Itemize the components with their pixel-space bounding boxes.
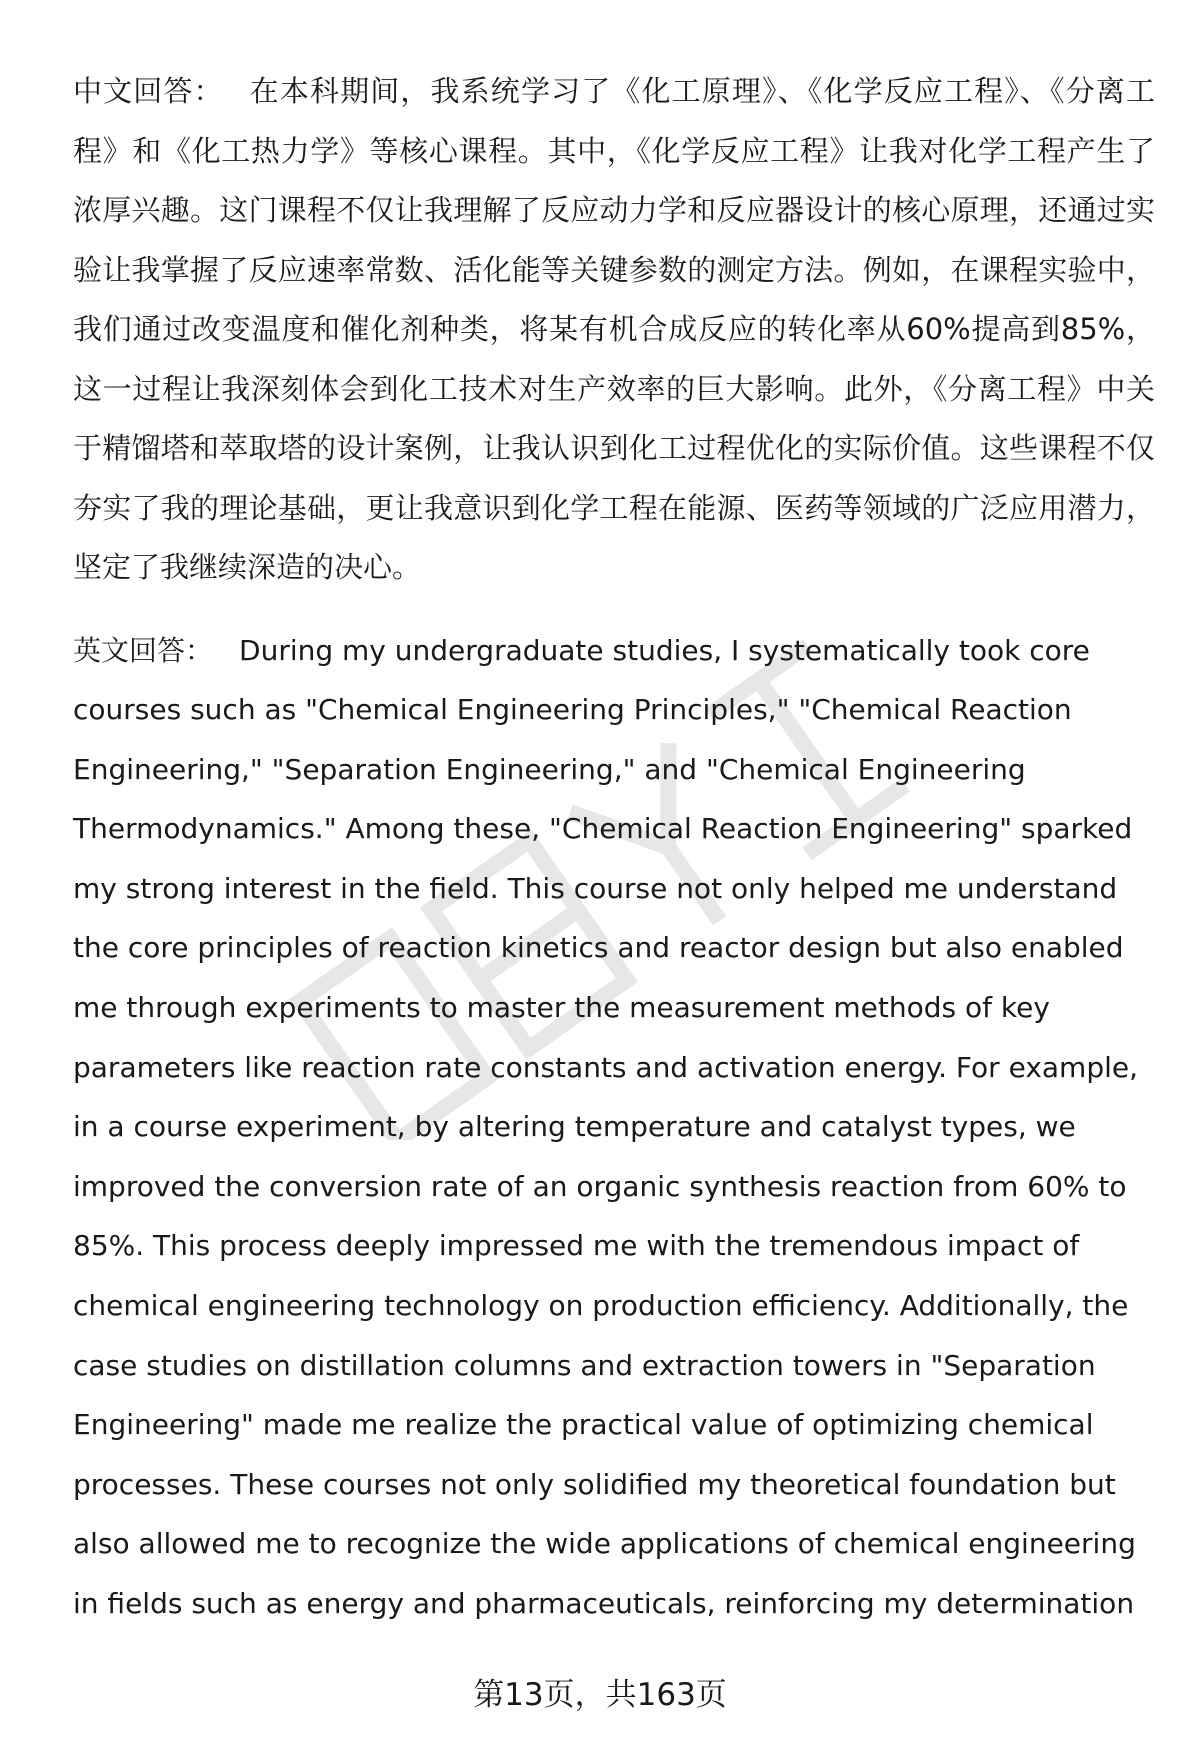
chinese-answer-text: 在本科期间，我系统学习了《化工原理》、《化学反应工程》、《分离工程》和《化工热力学》等核心课程。其中，《化学反应工程》让我对化学工程产生了浓厚兴趣。这门课程不仅让我理解了反应动力学和反应器设计的核心原理，还通过实验让我掌握了反应速率常数、活化能等关键参数的测定方法。例如，在课程实验中，我们通过改变温度和催化剂种类，将某有机合成反应的转化率从60%提高到85%，这一过程让我深刻体会到化工技术对生产效率的巨大影响。此外，《分离工程》中关于精馏塔和萃取塔的设计案例，让我认识到化工过程优化的实际价值。这些课程不仅夯实了我的理论基础，更让我意识到化学工程在能源、医药等领域的广泛应用潜力，坚定了我继续深造的决心。 [73, 74, 1155, 584]
answer-content [73, 62, 1155, 1634]
chinese-answer-label: 中文回答： [73, 74, 224, 108]
english-answer-label: 英文回答： [73, 633, 214, 667]
english-answer-text: During my undergraduate studies, I systematically took core courses such as "Chemical Engineering Principles," "Chemical Reaction Engineering," "Separation Engineering," and "Chemical Engineering Thermodynamics." Among these, "Chemical Reaction Engineering" sparked my strong interest in the field. This course not only helped me understand the core principles of reaction kinetics and reactor design but also enabled me through experiments to master the measurement methods of key parameters like reaction rate constants and activation energy. For example, in a course experiment, by altering temperature and catalyst types, we improved the conversion rate of an organic synthesis reaction from 60% to 85%. This process deeply impressed me with the tremendous impact of chemical engineering technology on production efficiency. Additionally, the case studies on distillation columns and extraction towers in "Separation Engineering" made me realize the practical value of optimizing chemical processes. These courses not only solidified my theoretical foundation but also allowed me to recognize the wide applications of chemical engineering in fields such as energy and pharmaceuticals, reinforcing my determination [73, 633, 1138, 1620]
chinese-answer-paragraph [73, 62, 1155, 598]
english-answer-paragraph [73, 621, 1155, 1634]
page-number-footer: 第13页，共163页 [473, 1677, 727, 1713]
